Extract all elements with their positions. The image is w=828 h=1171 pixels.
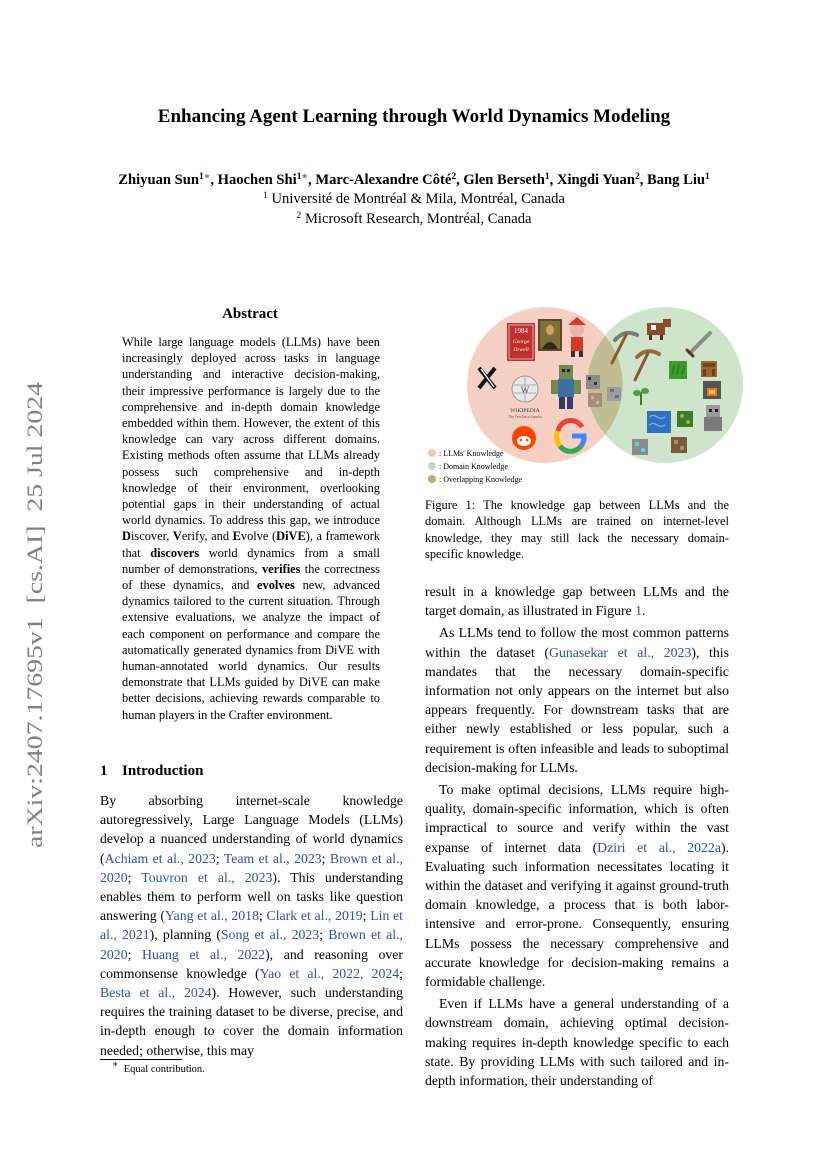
diamond-block-icon [632, 439, 648, 455]
svg-text:Orwell: Orwell [513, 347, 529, 353]
affiliation-2: $^2$ Microsoft Research, Montréal, Canada [296, 211, 532, 227]
grass-block-icon [669, 361, 687, 379]
figure-reference-link[interactable]: 1 [635, 603, 643, 619]
crafting-table-icon [701, 361, 717, 377]
citation-link[interactable]: Clark et al., 2019 [266, 908, 363, 924]
citation-link[interactable]: Team et al., 2023 [223, 850, 322, 866]
citation-link[interactable]: Gunasekar et al., 2023 [548, 644, 692, 660]
figure-knowledge-gap [425, 305, 743, 490]
citation-link[interactable]: Yang et al., 2018 [165, 908, 259, 924]
paragraph: Even if LLMs have a general understanding of a downstream domain, achieving optimal decision-making requires in-depth knowledge specific to each state. By providing LLMs with such tailored and in-depth information, their understanding of [425, 996, 729, 1089]
coal-block-icon [671, 437, 687, 453]
introduction-paragraph: By absorbing internet-scale knowledge autoregressively, Large Language Models (LLMs) develop a nuanced understanding of world dynamics (Achiam et al., 2023; Team et al., 2023; Brown et al., 2020; Touvron et al., 2023). This understanding enables them to perform well on tasks like question answering (Yang et al., 2018; Clark et al., 2019; Lin et al., 2021), planning (Song et al., 2023; Brown et al., 2020; Huang et al., 2022), and reasoning over commonsense knowledge (Yao et al., 2022, 2024; Besta et al., 2024). However, such understanding requires the training dataset to be diverse, precise, and in-depth enough to cover the domain information needed; otherwise, this may [100, 793, 403, 1058]
stone-block-icon [607, 387, 621, 401]
water-block-icon [647, 411, 671, 433]
paragraph: result in a knowledge gap between LLMs and the target domain, as illustrated in Figure 1. [425, 584, 729, 619]
citation-link[interactable]: Brown et al., 2020 [100, 850, 403, 885]
legend-swatch-domain [428, 462, 436, 470]
figure-legend [428, 449, 523, 484]
citation-link[interactable]: Yao et al., 2022, 2024 [259, 965, 400, 981]
furnace-icon [703, 381, 721, 399]
ore-block-icon [586, 375, 600, 389]
author-6: Bang Liu$^1$ [647, 172, 710, 188]
legend-label-llm: : LLMs' Knowledge [439, 449, 504, 458]
svg-text:W: W [520, 385, 530, 395]
citation-link[interactable]: Achiam et al., 2023 [104, 850, 216, 866]
svg-text:George: George [512, 339, 530, 345]
arxiv-identifier-stamp [20, 380, 48, 860]
paper-title: Enhancing Agent Learning through World Dynamics Modeling [157, 106, 671, 127]
plant-icon [677, 411, 693, 427]
book-1984-icon [507, 323, 535, 361]
legend-label-domain: : Domain Knowledge [439, 462, 508, 471]
footnote: ∗ Equal contribution. [112, 1060, 205, 1075]
citation-link[interactable]: Huang et al., 2022 [142, 946, 266, 962]
author-4: Glen Berseth$^1$ [463, 172, 550, 188]
author-2: Haochen Shi$^{1∗}$ [217, 172, 309, 188]
citation-link[interactable]: Dziri et al., 2022a [597, 839, 721, 855]
legend-label-overlap: : Overlapping Knowledge [439, 475, 523, 484]
legend-swatch-overlap [428, 475, 436, 483]
affiliation-1: $^1$ Université de Montréal & Mila, Montréal, Canada [263, 191, 565, 207]
citation-link[interactable]: Song et al., 2023 [220, 927, 320, 943]
iron-block-icon [588, 393, 602, 407]
reddit-logo-icon [512, 426, 536, 450]
figure-caption: Figure 1: The knowledge gap between LLMs and the domain. Although LLMs are trained on internet-level knowledge, they may still lack the necessary domain-specific knowledge. [425, 498, 729, 561]
author-list: Zhiyuan Sun$^{1∗}$, Haochen Shi$^{1∗}$, Marc-Alexandre Côté$^2$, Glen Berseth$^1$, Xingdi Yuan$^2$, Bang Liu$^1$ [118, 172, 710, 188]
citation-link[interactable]: Besta et al., 2024 [100, 985, 212, 1001]
paragraph: To make optimal decisions, LLMs require high-quality, domain-specific information, which is often impractical to source and verify within the vast expanse of internet data (Dziri et al., 2022a). Evaluating such information necessitates locating it within the dataset and verifying it against ground-truth domain knowledge, a process that is both labor-intensive and error-prone. Consequently, ensuring LLMs possess the necessary comprehensive and accurate knowledge for decision-making remains a formidable challenge. [425, 782, 729, 990]
citation-link[interactable]: Brown et al., 2020 [100, 927, 403, 962]
paragraph: As LLMs tend to follow the most common patterns within the dataset (Gunasekar et al., 2023), this mandates that the necessary domain-specific information not only appears on the internet but also appears frequently. For downstream tasks that are either newly established or less popular, such a requirement is often infeasible and leads to suboptimal decision-making for LLMs. [425, 625, 729, 775]
citation-link[interactable]: Touvron et al., 2023 [141, 869, 273, 885]
section-heading-introduction: 1 Introduction [100, 763, 204, 779]
svg-text:WIKIPEDIA: WIKIPEDIA [510, 408, 540, 414]
abstract-heading: Abstract [222, 306, 278, 322]
mona-lisa-painting-icon [538, 319, 562, 351]
svg-text:The Free Encyclopedia: The Free Encyclopedia [508, 415, 542, 419]
svg-text:1984: 1984 [514, 327, 528, 335]
legend-swatch-llm [428, 449, 436, 457]
author-1: Zhiyuan Sun$^{1∗}$ [118, 172, 211, 188]
arxiv-identifier-text: arXiv:2407.17695v1 [cs.AI] 25 Jul 2024 [22, 478, 47, 848]
citation-link[interactable]: Lin et al., 2021 [100, 908, 403, 943]
zombie-icon [704, 405, 722, 431]
abstract-body: While large language models (LLMs) have been increasingly deployed across tasks in language understanding and interactive decision-making, their impressive performance is largely due to the comprehensive and in-depth domain knowledge embedded within them. However, the extent of this knowledge can vary across different domains. Existing methods often assume that LLMs already possess such comprehensive and in-depth knowledge of their environment, overlooking potential gaps in their understanding of actual world dynamics. To address this gap, we introduce Discover, Verify, and Evolve (DiVE), a framework that discovers world dynamics from a small number of demonstrations, verifies the correctness of these dynamics, and evolves new, advanced dynamics tailored to the current situation. Through extensive evaluations, we analyze the impact of each component on performance and compare the automatically generated dynamics from DiVE with human-annotated world dynamics. Our results demonstrate that LLMs guided by DiVE can make better decisions, achieving rewards comparable to human players in the Crafter environment. [122, 335, 380, 722]
author-3: Marc-Alexandre Côté$^2$ [315, 172, 457, 188]
right-column-body [425, 582, 729, 1090]
author-5: Xingdi Yuan$^2$ [556, 172, 640, 188]
